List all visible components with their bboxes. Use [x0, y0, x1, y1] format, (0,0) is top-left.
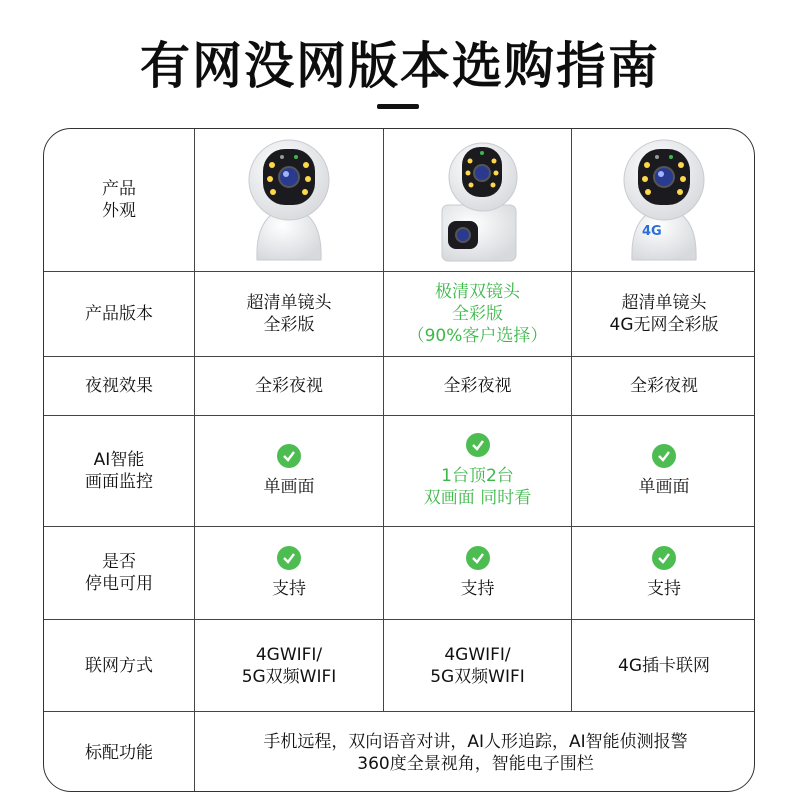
ai-text: 1台顶2台 [441, 466, 514, 486]
version-line: 超清单镜头 [621, 293, 707, 313]
row-label-line: 画面监控 [85, 472, 153, 492]
4g-badge: 4G [642, 224, 662, 239]
network-col2 [384, 620, 571, 711]
row-label-version: 产品版本 [85, 304, 153, 324]
row-label-line: AI智能 [93, 450, 145, 470]
network-line: 5G双频WIFI [430, 666, 525, 687]
features-line: 手机远程，双向语音对讲，AI人形追踪，AI智能侦测报警 [263, 731, 688, 752]
check-icon [277, 444, 301, 468]
power-col3 [572, 527, 755, 619]
power-col2 [384, 527, 571, 619]
version-col1 [195, 272, 383, 356]
power-col1 [195, 527, 383, 619]
camera-dual-lens-icon [428, 135, 528, 265]
row-label-line: 产品 [102, 179, 136, 199]
product-image-4g [572, 129, 755, 271]
row-label-line: 是否 [102, 552, 136, 572]
ai-col2 [384, 416, 571, 526]
version-line: 4G无网全彩版 [609, 315, 719, 335]
version-line: 极清双镜头 [435, 282, 520, 302]
ai-col3 [572, 416, 755, 526]
check-icon [466, 433, 490, 457]
version-line: 全彩版 [263, 315, 315, 335]
camera-single-lens-icon [239, 135, 339, 265]
row-label-appearance [44, 129, 194, 271]
row-label-network: 联网方式 [85, 655, 153, 676]
network-col1 [195, 620, 383, 711]
network-line: 5G双频WIFI [241, 666, 337, 687]
version-line: （90%客户选择） [407, 326, 548, 346]
row-label-night: 夜视效果 [85, 376, 153, 396]
check-icon [652, 444, 676, 468]
power-text: 支持 [460, 579, 495, 599]
camera-4g-icon [614, 135, 714, 265]
night-col3: 全彩夜视 [630, 376, 698, 396]
row-label-power [44, 527, 194, 619]
version-line: 超清单镜头 [246, 293, 332, 313]
row-label-line: 外观 [102, 201, 136, 221]
ai-text: 单画面 [263, 477, 315, 497]
product-image-dual-lens [384, 129, 571, 271]
night-col2: 全彩夜视 [443, 376, 512, 396]
row-label-ai [44, 416, 194, 526]
night-col1: 全彩夜视 [255, 376, 323, 396]
check-icon [466, 546, 490, 570]
features-line: 360度全景视角，智能电子围栏 [357, 753, 594, 774]
row-label-line: 停电可用 [85, 574, 153, 594]
version-col3 [572, 272, 755, 356]
title-underline [377, 104, 419, 109]
version-col2 [384, 272, 571, 356]
network-line: 4GWIFI/ [255, 644, 323, 665]
network-col3: 4G插卡联网 [618, 655, 710, 676]
ai-col1 [195, 416, 383, 526]
ai-text: 双画面 同时看 [423, 488, 532, 508]
check-icon [277, 546, 301, 570]
version-line: 全彩版 [452, 304, 503, 324]
power-text: 支持 [647, 579, 681, 599]
ai-text: 单画面 [638, 477, 690, 497]
comparison-table [43, 128, 755, 792]
page-title: 有网没网版本选购指南 [140, 37, 660, 95]
check-icon [652, 546, 676, 570]
network-line: 4GWIFI/ [444, 644, 511, 665]
power-text: 支持 [272, 579, 306, 599]
row-label-features: 标配功能 [85, 742, 153, 763]
product-image-single-lens [195, 129, 383, 271]
features-text [195, 712, 755, 792]
